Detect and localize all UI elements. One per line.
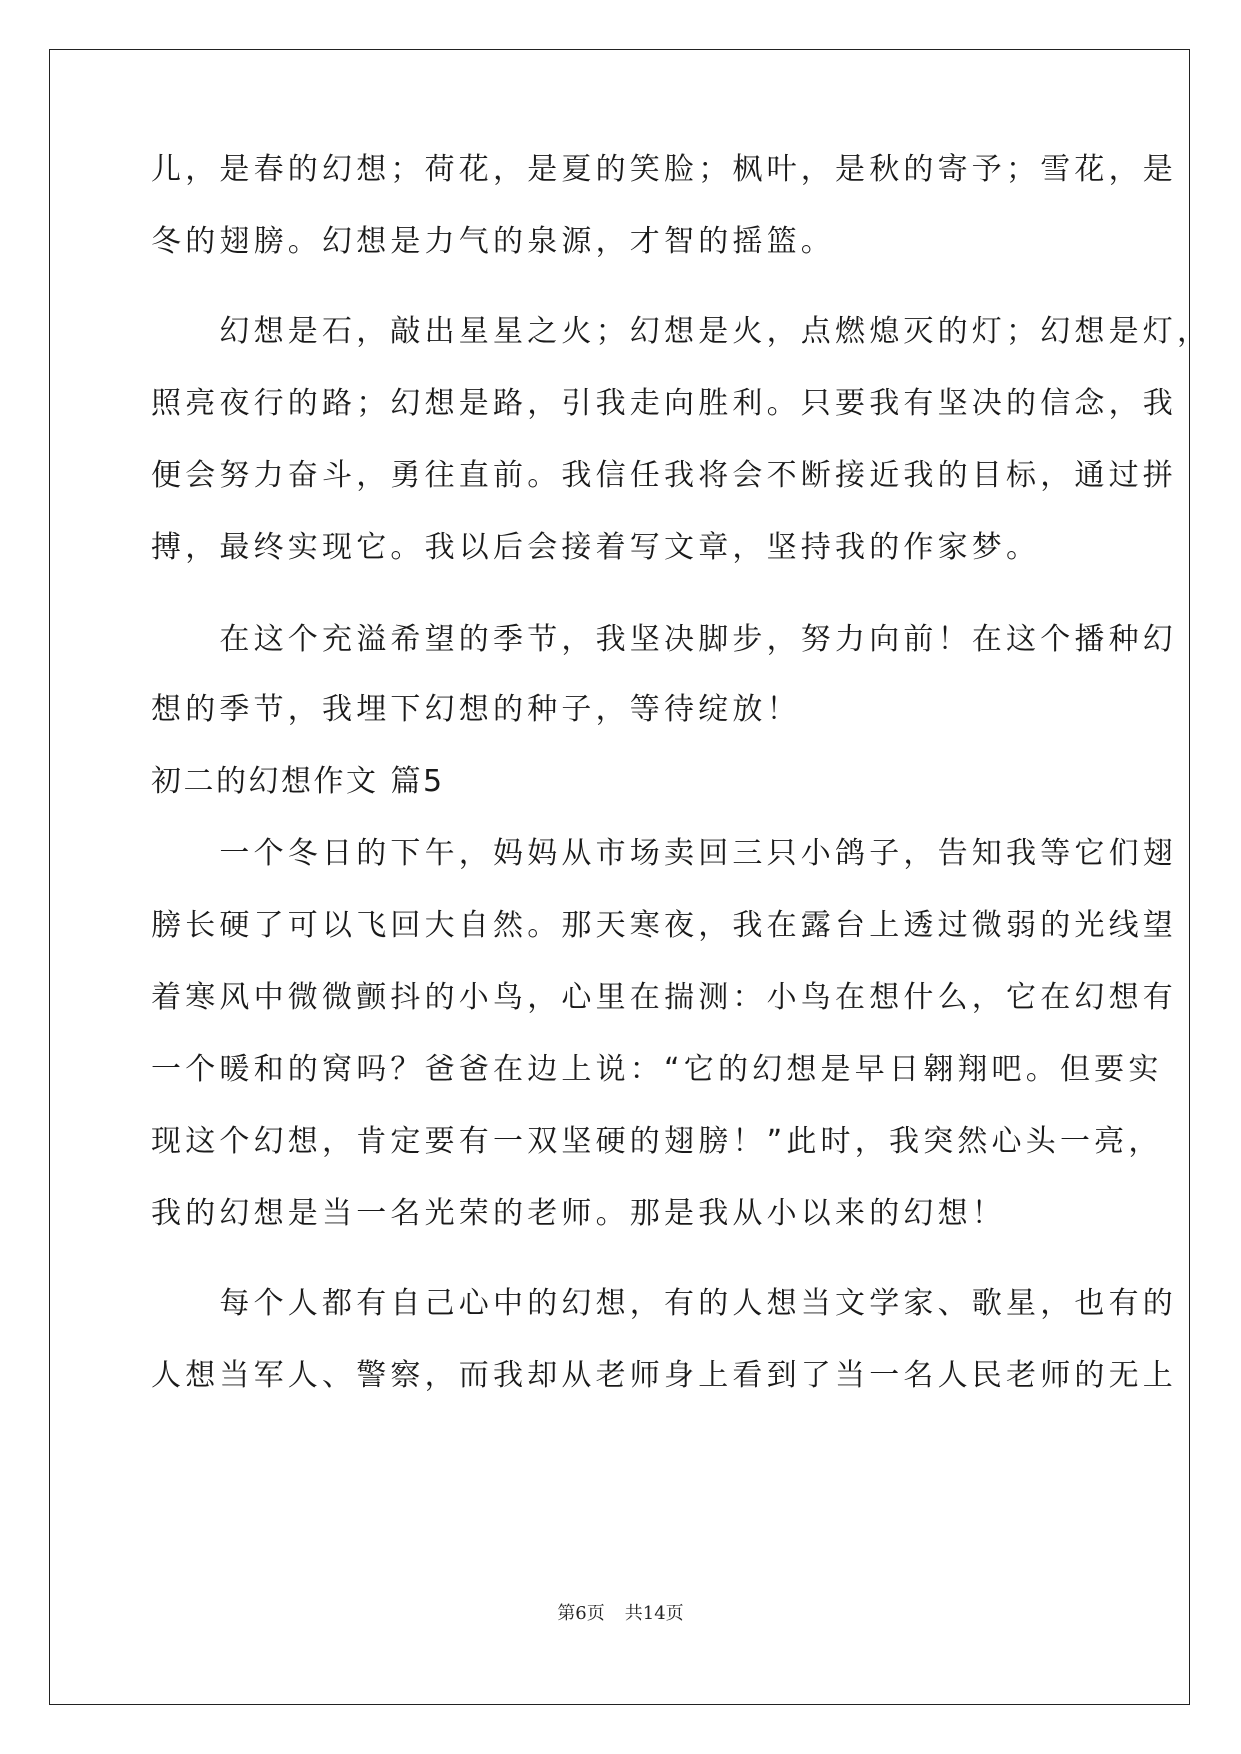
text-line: 一个冬日的下午，妈妈从市场卖回三只小鸽子，告知我等它们翅 [151, 836, 1177, 871]
text-line: 搏，最终实现它。我以后会接着写文章，坚持我的作家梦。 [151, 530, 1041, 565]
text-line: 冬的翅膀。幻想是力气的泉源，才智的摇篮。 [151, 224, 835, 259]
text-line: 在这个充溢希望的季节，我坚决脚步，努力向前！在这个播种幻 [151, 622, 1177, 657]
page-number: 第6页 [557, 1603, 605, 1624]
page-total: 共14页 [624, 1603, 684, 1624]
section-heading: 初二的幻想作文 篇5 [151, 764, 445, 799]
text-line: 着寒风中微微颤抖的小鸟，心里在揣测：小鸟在想什么，它在幻想有 [151, 980, 1177, 1015]
page-footer [0, 1602, 1241, 1626]
text-line: 幻想是石，敲出星星之火；幻想是火，点燃熄灭的灯；幻想是灯， [151, 314, 1212, 349]
text-line: 便会努力奋斗，勇往直前。我信任我将会不断接近我的目标，通过拼 [151, 458, 1177, 493]
text-line: 人想当军人、警察，而我却从老师身上看到了当一名人民老师的无上 [151, 1358, 1177, 1393]
text-line: 我的幻想是当一名光荣的老师。那是我从小以来的幻想！ [151, 1196, 1006, 1231]
text-line: 膀长硬了可以飞回大自然。那天寒夜，我在露台上透过微弱的光线望 [151, 908, 1177, 943]
text-line: 儿，是春的幻想；荷花，是夏的笑脸；枫叶，是秋的寄予；雪花，是 [151, 152, 1177, 187]
text-line: 一个暖和的窝吗？爸爸在边上说：“它的幻想是早日翱翔吧。但要实 [151, 1052, 1163, 1087]
text-line: 每个人都有自己心中的幻想，有的人想当文学家、歌星，也有的 [151, 1286, 1177, 1321]
text-line: 想的季节，我埋下幻想的种子，等待绽放！ [151, 692, 801, 727]
page-border [49, 49, 1190, 1705]
text-line: 现这个幻想，肯定要有一双坚硬的翅膀！”此时，我突然心头一亮， [151, 1124, 1163, 1159]
text-line: 照亮夜行的路；幻想是路，引我走向胜利。只要我有坚决的信念，我 [151, 386, 1177, 421]
